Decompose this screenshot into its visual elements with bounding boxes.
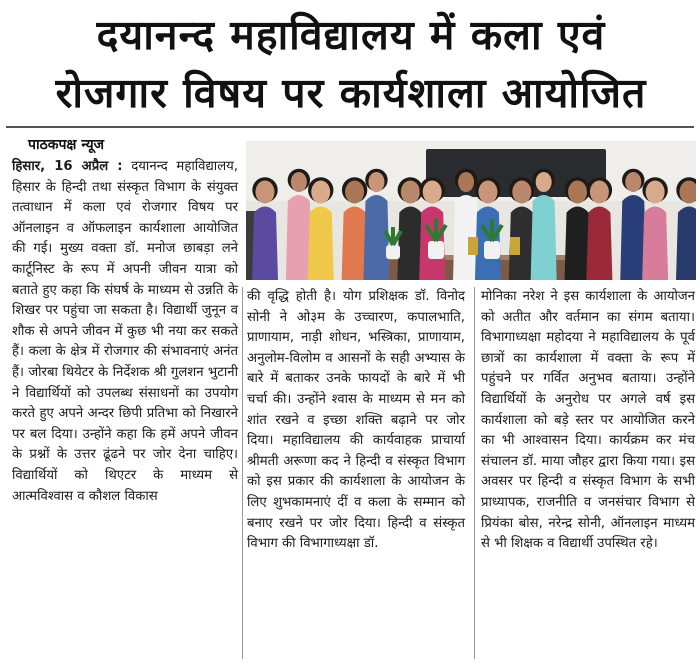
person-face [291,172,307,192]
column-divider [474,287,475,659]
headline-line-1: दयानन्द महाविद्यालय में कला एवं [96,11,606,59]
column-1-text: दयानन्द महाविद्यालय, हिसार के हिन्दी तथा संस्कृत विभाग के संयुक्त तत्वाधान में कला एवं रोजगार विषय पर ऑनलाइन व ऑफलाइन कार्यशाला आयोजित की गई। मुख्य वक्ता डॉ. मनोज छाबड़ा लने कार्टूनिस्ट के रूप में अपनी जीवन यात्रा को बताते हुए कहा कि संघर्ष के माध्यम से उन्नति के शिखर पर पहुंचा जा सकता है। विद्यार्थी जुनून व शौक से अपने जीवन में कुछ भी नया कर सकते हैं। कला के क्षेत्र में रोजगार की संभावनाएं अनंत हैं। जोरबा थियेटर के निर्देशक श्री गुलशन भुटानी ने विद्यार्थियों को उपलब्ध संसाधनों का उपयोग करते हुए अपने अन्दर छिपी प्रतिभा को निखारने पर बल दिया। उन्होंने कहा कि हमें अपने जीवन के प्रश्नों के उत्तर ढूंढने पर जोर देना चाहिए। विद्यार्थियों को थिएटर के माध्यम से आत्मविश्वास व कौशल विकास [12,159,238,504]
column-2-text: की वृद्धि होती है। योग प्रशिक्षक डॉ. विनोद सोनी ने ओ३म के उच्चारण, कपालभाति, प्राणायाम, नाड़ी शोधन, भस्त्रिका, प्राणायाम, अनुलोम-विलोम व आसनों के सही अभ्यास के बारे में बताकर उनके फायदों के बारे में भी चर्चा की। उन्होंने श्वास के माध्यम से मन को शांत रखने व इच्छा शक्ति बढ़ाने पर जोर दिया। महाविद्यालय की कार्यवाहक प्राचार्या श्रीमती अरूणा कद ने हिन्दी व संस्कृत विभाग को इस प्रकार की कार्यशाला के आयोजन के लिए शुभकामनाएं दीं व कला के सम्मान को बनाए रखने पर जोर दिया। हिन्दी व संस्कृत विभाग की विभागाध्यक्षा डॉ. [247,289,465,552]
headline-rule [6,126,694,128]
person-face [512,181,531,204]
person-body [252,207,278,281]
byline: पाठकपक्ष न्यूज [28,137,104,153]
article-column-2 [247,287,465,555]
person-body [286,195,312,280]
person-body [342,207,368,281]
person-face [536,172,552,192]
person-body [676,207,696,281]
group-photo [246,141,696,280]
person-face [311,181,330,204]
article-column-1 [12,157,238,507]
person-face [423,181,442,204]
person-face [646,181,665,204]
person-face [345,181,364,204]
person-face [256,181,275,204]
dateline: हिसार, 16 अप्रैल : [12,159,123,174]
person-face [458,172,474,192]
person-face [568,181,587,204]
group-photo-illustration [246,141,696,280]
person-body [531,195,557,280]
person-body [642,207,668,281]
person-body [620,195,646,280]
person-face [368,172,384,192]
person-body [565,207,591,281]
person-face [590,181,609,204]
person-body [308,207,334,281]
headline-line-2: रोजगार विषय पर कार्यशाला आयोजित [55,69,647,117]
person-body [363,195,389,280]
person-body [397,207,423,281]
column-divider [242,287,243,659]
person-face [401,181,420,204]
headline [10,6,692,122]
person-body [586,207,612,281]
article-column-3 [481,287,695,555]
column-3-text: मोनिका नरेश ने इस कार्यशाला के आयोजन को अतीत और वर्तमान का संगम बताया। विभागाध्यक्षा महोदया ने महाविद्यालय के पूर्व छात्रों का कार्यशाला में वक्ता के रूप में पहुंचने पर गर्वित अनुभव बताया। उन्होंने विद्यार्थियों के अनुरोध पर अगले वर्ष इस कार्यशाला को बड़े स्तर पर आयोजित करने का भी आश्वासन दिया। कार्यक्रम कर मंच संचालन डॉ. माया जौहर द्वारा किया गया। इस अवसर पर हिन्दी व संस्कृत विभाग के सभी प्राध्यापक, राजनीति व जनसंचार विभाग से प्रियंका बोस, नरेन्द्र सोनी, ऑनलाइन माध्यम से भी शिक्षक व विद्यार्थी उपस्थित रहे। [481,289,695,552]
person-face [478,181,497,204]
person-face [625,172,641,192]
